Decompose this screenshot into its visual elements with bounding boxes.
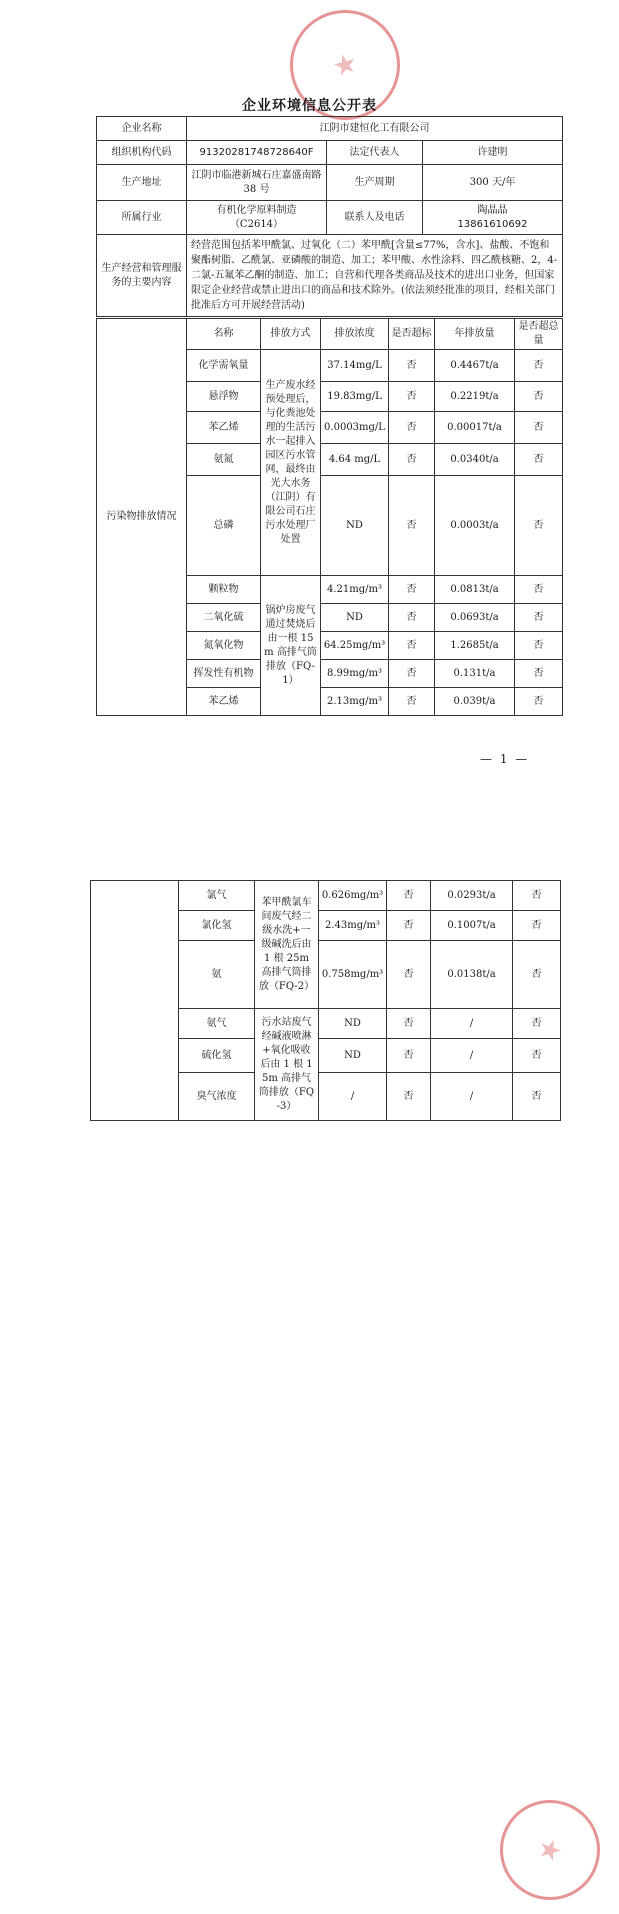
column-header-annual: 年排放量 — [435, 319, 515, 350]
industry-label: 所属行业 — [97, 201, 187, 235]
annual-emission: / — [431, 1039, 513, 1073]
legal-rep-label: 法定代表人 — [327, 141, 423, 165]
exceed-standard: 否 — [387, 1009, 431, 1039]
exceed-standard: 否 — [389, 688, 435, 716]
document-page-1 — [0, 0, 619, 790]
concentration: 64.25mg/m³ — [321, 632, 389, 660]
pollutant-section-label: 污染物排放情况 — [97, 319, 187, 716]
concentration: 0.758mg/m³ — [319, 941, 387, 1009]
org-code-label: 组织机构代码 — [97, 141, 187, 165]
exceed-total: 否 — [515, 576, 563, 604]
company-name-value: 江阴市建恒化工有限公司 — [187, 117, 563, 141]
industry-code: （C2614） — [229, 218, 284, 230]
annual-emission: 0.4467t/a — [435, 350, 515, 382]
exceed-standard: 否 — [389, 412, 435, 444]
pollutant-table-continued — [90, 880, 561, 1121]
exceed-standard: 否 — [389, 476, 435, 576]
section-continued-cell — [91, 881, 179, 1121]
concentration: ND — [321, 604, 389, 632]
concentration: 2.43mg/m³ — [319, 911, 387, 941]
pollutant-table — [96, 318, 563, 716]
contact-value — [423, 201, 563, 235]
table-row — [91, 881, 561, 911]
company-seal-stamp — [486, 1786, 614, 1914]
exceed-total: 否 — [513, 1039, 561, 1073]
business-scope-value: 经营范围包括苯甲酰氯、过氧化（二）苯甲酰[含量≤77%，含水]、盐酸、不饱和聚酯树脂、乙酰氯、亚磷酸的制造、加工；苯甲酸、水性涂料、四乙酰核糖、2，4-二氯-五氟苯乙酮的制造、加工；自营和代理各类商品及技术的进出口业务，但国家限定企业经营或禁止进出口的商品和技术除外。(依法须经批准的项目，经相关部门批准后方可开展经营活动) — [187, 235, 563, 317]
pollutant-name: 苯乙烯 — [187, 688, 261, 716]
discharge-method: 苯甲酰氯车间废气经二级水洗+一级碱洗后由 1 根 25m 高排气筒排放（FQ-2） — [255, 881, 319, 1009]
column-header-concentration: 排放浓度 — [321, 319, 389, 350]
pollutant-name: 氯气 — [179, 881, 255, 911]
exceed-standard: 否 — [387, 1073, 431, 1121]
concentration: ND — [321, 476, 389, 576]
exceed-total: 否 — [515, 444, 563, 476]
exceed-total: 否 — [515, 382, 563, 412]
pollutant-name: 臭气浓度 — [179, 1073, 255, 1121]
exceed-standard: 否 — [389, 632, 435, 660]
discharge-method: 污水站废气经碱液喷淋+氧化吸收后由 1 根 15m 高排气筒排放（FQ-3） — [255, 1009, 319, 1121]
exceed-standard: 否 — [387, 1039, 431, 1073]
concentration: 4.21mg/m³ — [321, 576, 389, 604]
exceed-total: 否 — [513, 1073, 561, 1121]
exceed-total: 否 — [513, 1009, 561, 1039]
annual-emission: 0.131t/a — [435, 660, 515, 688]
page-number: — 1 — — [480, 752, 530, 766]
concentration: 8.99mg/m³ — [321, 660, 389, 688]
annual-emission: 1.2685t/a — [435, 632, 515, 660]
table-header-row — [97, 319, 563, 350]
business-scope-label: 生产经营和管理服务的主要内容 — [97, 235, 187, 317]
address-label: 生产地址 — [97, 165, 187, 201]
pollutant-name: 二氧化硫 — [187, 604, 261, 632]
pollutant-name: 硫化氢 — [179, 1039, 255, 1073]
annual-emission: 0.0293t/a — [431, 881, 513, 911]
exceed-total: 否 — [513, 941, 561, 1009]
cycle-value: 300 天/年 — [423, 165, 563, 201]
concentration: ND — [319, 1039, 387, 1073]
column-header-exceed-total: 是否超总量 — [515, 319, 563, 350]
column-header-name: 名称 — [187, 319, 261, 350]
discharge-method: 锅炉房废气通过焚烧后由一根 15m 高排气筒排放（FQ-1） — [261, 576, 321, 716]
pollutant-name: 氮氧化物 — [187, 632, 261, 660]
industry-name: 有机化学原料制造 — [216, 204, 297, 216]
company-info-table — [96, 116, 563, 317]
exceed-standard: 否 — [387, 881, 431, 911]
exceed-standard: 否 — [389, 660, 435, 688]
pollutant-name: 总磷 — [187, 476, 261, 576]
exceed-standard: 否 — [389, 576, 435, 604]
annual-emission: / — [431, 1073, 513, 1121]
exceed-total: 否 — [515, 350, 563, 382]
table-row — [97, 235, 563, 317]
pollutant-name: 挥发性有机物 — [187, 660, 261, 688]
concentration: 0.0003mg/L — [321, 412, 389, 444]
concentration: ND — [319, 1009, 387, 1039]
annual-emission: 0.0138t/a — [431, 941, 513, 1009]
exceed-total: 否 — [515, 476, 563, 576]
exceed-total: 否 — [513, 881, 561, 911]
document-title: 企业环境信息公开表 — [242, 98, 377, 114]
pollutant-name: 化学需氧量 — [187, 350, 261, 382]
exceed-total: 否 — [515, 632, 563, 660]
exceed-standard: 否 — [389, 350, 435, 382]
pollutant-name: 氨气 — [179, 1009, 255, 1039]
exceed-total: 否 — [515, 604, 563, 632]
table-row — [97, 165, 563, 201]
table-row — [97, 117, 563, 141]
pollutant-name: 苯乙烯 — [187, 412, 261, 444]
column-header-method: 排放方式 — [261, 319, 321, 350]
contact-label: 联系人及电话 — [327, 201, 423, 235]
org-code-value: 91320281748728640F — [187, 141, 327, 165]
concentration: / — [319, 1073, 387, 1121]
exceed-total: 否 — [515, 688, 563, 716]
exceed-standard: 否 — [387, 911, 431, 941]
table-row — [97, 201, 563, 235]
annual-emission: / — [431, 1009, 513, 1039]
table-row — [97, 141, 563, 165]
address-value: 江阴市临港新城石庄嘉盛南路 38 号 — [187, 165, 327, 201]
contact-phone: 13861610692 — [457, 218, 528, 230]
pollutant-name: 氨 — [179, 941, 255, 1009]
exceed-standard: 否 — [387, 941, 431, 1009]
annual-emission: 0.0813t/a — [435, 576, 515, 604]
cycle-label: 生产周期 — [327, 165, 423, 201]
concentration: 4.64 mg/L — [321, 444, 389, 476]
concentration: 37.14mg/L — [321, 350, 389, 382]
exceed-standard: 否 — [389, 382, 435, 412]
concentration: 19.83mg/L — [321, 382, 389, 412]
annual-emission: 0.0340t/a — [435, 444, 515, 476]
annual-emission: 0.2219t/a — [435, 382, 515, 412]
exceed-standard: 否 — [389, 604, 435, 632]
legal-rep-value: 许建明 — [423, 141, 563, 165]
annual-emission: 0.00017t/a — [435, 412, 515, 444]
exceed-standard: 否 — [389, 444, 435, 476]
concentration: 0.626mg/m³ — [319, 881, 387, 911]
exceed-total: 否 — [515, 660, 563, 688]
industry-value — [187, 201, 327, 235]
annual-emission: 0.0003t/a — [435, 476, 515, 576]
concentration: 2.13mg/m³ — [321, 688, 389, 716]
annual-emission: 0.039t/a — [435, 688, 515, 716]
contact-name: 陶晶晶 — [477, 204, 508, 216]
pollutant-name: 颗粒物 — [187, 576, 261, 604]
annual-emission: 0.1007t/a — [431, 911, 513, 941]
company-name-label: 企业名称 — [97, 117, 187, 141]
discharge-method: 生产废水经预处理后，与化粪池处理的生活污水一起排入园区污水管网，最终由光大水务（江阴）有限公司石庄污水处理厂处置 — [261, 350, 321, 576]
pollutant-name: 氨氮 — [187, 444, 261, 476]
pollutant-name: 氯化氢 — [179, 911, 255, 941]
pollutant-name: 悬浮物 — [187, 382, 261, 412]
exceed-total: 否 — [515, 412, 563, 444]
exceed-total: 否 — [513, 911, 561, 941]
annual-emission: 0.0693t/a — [435, 604, 515, 632]
column-header-exceed: 是否超标 — [389, 319, 435, 350]
